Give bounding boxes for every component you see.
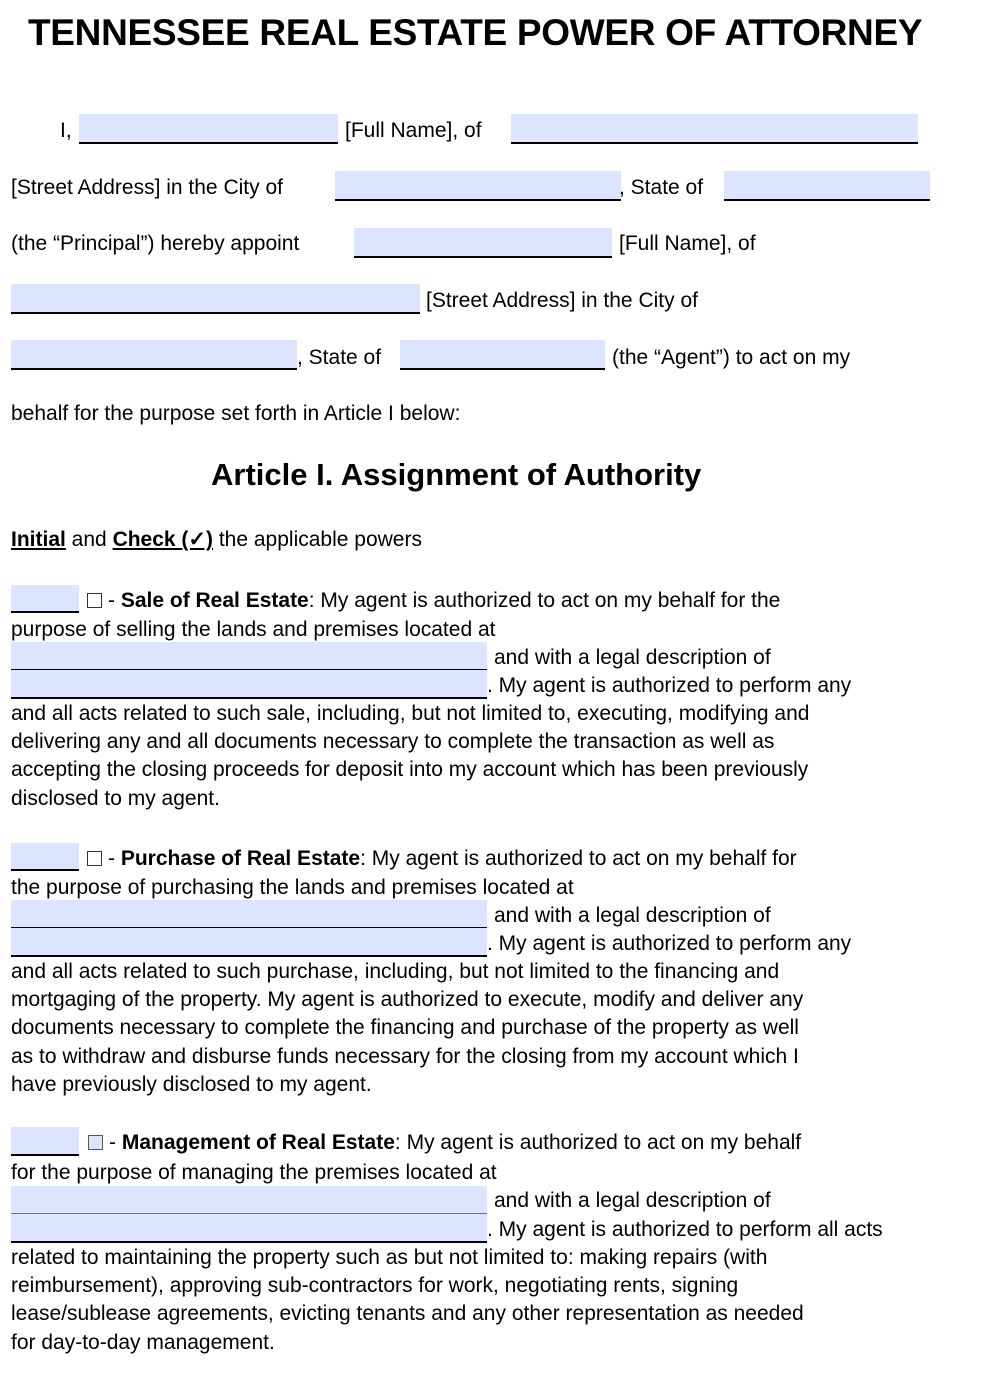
principal-city-field[interactable]	[335, 171, 621, 201]
sale-checkbox[interactable]	[87, 593, 102, 608]
power-management-line1: - Management of Real Estate: My agent is authorized to act on my behalf	[88, 1129, 801, 1157]
power-purchase-body	[11, 958, 961, 1099]
principal-name-field[interactable]	[79, 114, 338, 144]
sale-legal-description-field[interactable]	[11, 670, 487, 699]
power-text: and with a legal description of	[494, 1189, 771, 1212]
instr-initial: Initial	[11, 528, 66, 551]
agent-street-field[interactable]	[11, 284, 420, 314]
body-line: accepting the closing proceeds for deposit into my account which has been previously	[11, 758, 809, 782]
body-line: disclosed to my agent.	[11, 786, 220, 810]
power-text: . My agent is authorized to perform any	[487, 932, 852, 955]
power-text: : My agent is authorized to act on my behalf	[394, 1131, 802, 1154]
sale-initial-field[interactable]	[11, 585, 79, 613]
power-label: Purchase of Real Estate	[120, 847, 361, 870]
intro-text: (the “Agent”) to act on my	[612, 346, 851, 369]
intro-text: (the “Principal”) hereby appoint	[11, 232, 300, 255]
power-sale-body	[11, 700, 961, 813]
agent-name-field[interactable]	[354, 228, 612, 258]
intro-text: [Full Name], of	[345, 119, 482, 142]
article-heading: Article I. Assignment of Authority	[211, 457, 702, 492]
intro-text: behalf for the purpose set forth in Article I below:	[11, 402, 461, 425]
intro-text: , State of	[297, 346, 382, 369]
principal-state-field[interactable]	[724, 171, 930, 201]
power-text: and with a legal description of	[494, 646, 771, 669]
body-line: lease/sublease agreements, evicting tenants and any other representation as needed	[11, 1302, 804, 1326]
management-location-field[interactable]	[11, 1186, 487, 1214]
agent-state-field[interactable]	[400, 340, 605, 370]
purchase-initial-field[interactable]	[11, 843, 79, 871]
body-line: documents necessary to complete the financing and purchase of the property as well	[11, 1016, 799, 1040]
intro-text: [Full Name], of	[619, 232, 756, 255]
body-line: related to maintaining the property such as but not limited to: making repairs (with	[11, 1246, 768, 1269]
body-line: mortgaging of the property. My agent is authorized to execute, modify and deliver any	[11, 988, 804, 1012]
principal-street-field[interactable]	[511, 114, 918, 144]
agent-city-field[interactable]	[11, 340, 297, 370]
power-text: : My agent is authorized to act on my behalf for	[360, 847, 797, 870]
power-management-body	[11, 1244, 961, 1357]
sale-location-field[interactable]	[11, 642, 487, 670]
power-text: and with a legal description of	[494, 904, 771, 927]
intro-text: I,	[60, 119, 72, 142]
power-label: Sale of Real Estate	[120, 589, 309, 612]
body-line: delivering any and all documents necessary to complete the transaction as well as	[11, 730, 775, 754]
instr-and: and	[65, 528, 113, 551]
body-line: reimbursement), approving sub-contractors for work, negotiating rents, signing	[11, 1274, 739, 1298]
instructions	[11, 526, 422, 554]
instr-rest: the applicable powers	[213, 528, 422, 551]
management-legal-description-field[interactable]	[11, 1214, 487, 1243]
power-text: . My agent is authorized to perform all acts	[487, 1218, 883, 1241]
power-text: for the purpose of managing the premises located at	[11, 1161, 497, 1184]
power-sale-line1: - Sale of Real Estate: My agent is authorized to act on my behalf for the	[87, 587, 780, 615]
power-text: : My agent is authorized to act on my behalf for the	[308, 589, 781, 612]
power-label: Management of Real Estate	[121, 1131, 395, 1154]
intro-text: [Street Address] in the City of	[426, 289, 698, 312]
body-line: for day-to-day management.	[11, 1330, 275, 1354]
body-line: have previously disclosed to my agent.	[11, 1072, 372, 1096]
body-line: as to withdraw and disburse funds necessary for the closing from my account which I	[11, 1044, 799, 1068]
power-purchase-line1: - Purchase of Real Estate: My agent is authorized to act on my behalf for	[87, 845, 797, 873]
purchase-legal-description-field[interactable]	[11, 928, 487, 957]
intro-text: [Street Address] in the City of	[11, 176, 283, 199]
power-text: . My agent is authorized to perform any	[487, 674, 852, 697]
power-text: purpose of selling the lands and premises located at	[11, 618, 496, 641]
purchase-location-field[interactable]	[11, 900, 487, 928]
intro-text: , State of	[619, 176, 704, 199]
document-title: TENNESSEE REAL ESTATE POWER OF ATTORNEY	[28, 12, 923, 53]
purchase-checkbox[interactable]	[87, 851, 102, 866]
management-checkbox[interactable]	[88, 1135, 103, 1150]
instr-check: Check (✓)	[112, 528, 214, 551]
power-text: the purpose of purchasing the lands and premises located at	[11, 876, 574, 899]
body-line: and all acts related to such sale, including, but not limited to, executing, modifying and	[11, 702, 810, 725]
body-line: and all acts related to such purchase, including, but not limited to the financing and	[11, 960, 780, 983]
management-initial-field[interactable]	[11, 1127, 79, 1156]
